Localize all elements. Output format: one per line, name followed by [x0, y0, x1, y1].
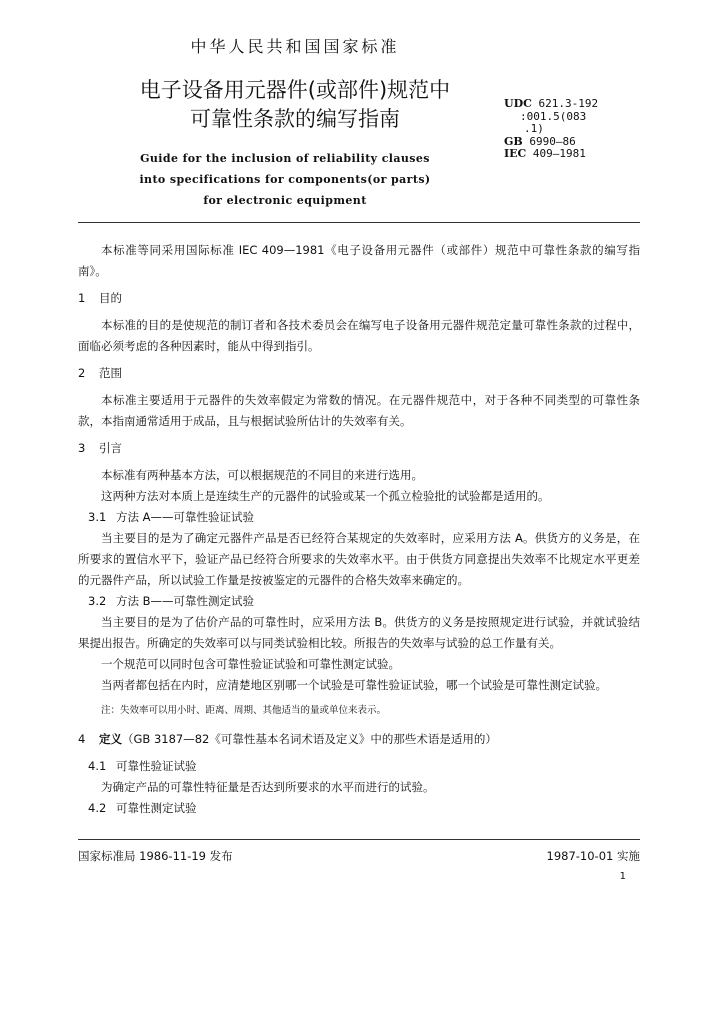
- subsection-3-1-text: 当主要目的是为了确定元器件产品是否已经符合某规定的失效率时，应采用方法 A。供货方的义务是，在所要求的置信水平下，验证产品已经符合所要求的失效率水平。由于供货方同意提出失效率不比规定水平更差的元器件产品，所以试验工作量是按被鉴定的元器件的合格失效率来确定的。: [78, 531, 640, 587]
- subsection-4-1-heading: 4.1 可靠性验证试验: [88, 759, 197, 773]
- section-3-paragraph-4: 当两者都包括在内时，应清楚地区别哪一个试验是可靠性验证试验，哪一个试验是可靠性测定试验。: [101, 678, 607, 692]
- subsection-3-2-text: 当主要目的是为了估价产品的可靠性时，应采用方法 B。供货方的义务是按照规定进行试验，并就试验结果提出报告。所确定的失效率可以与同类试验相比较。所报告的失效率与试验的总工作量有关。: [78, 615, 640, 650]
- chinese-title-line-1: 电子设备用元器件(或部件)规范中: [139, 78, 451, 102]
- document-body: [78, 240, 640, 819]
- udc-code-cont-2: .1): [524, 122, 544, 135]
- subsection-4-1-text: 为确定产品的可靠性特征量是否达到所要求的水平而进行的试验。: [101, 780, 435, 794]
- section-1-text: 本标准的目的是使规范的制订者和各技术委员会在编写电子设备用元器件规范定量可靠性条款的过程中，面临必须考虑的各种因素时，能从中得到指引。: [78, 318, 640, 353]
- page-number: 1: [619, 871, 626, 882]
- section-1-heading: 1 目的: [78, 291, 122, 305]
- subsection-4-2-heading: 4.2 可靠性测定试验: [88, 801, 197, 815]
- udc-code: UDC 621.3-192: [504, 97, 599, 110]
- header-divider: [78, 222, 640, 223]
- section-3-paragraph-3: 一个规范可以同时包含可靠性验证试验和可靠性测定试验。: [101, 657, 400, 671]
- subsection-3-1-heading: 3.1 方法 A——可靠性验证试验: [88, 510, 255, 524]
- chinese-title-line-2: 可靠性条款的编写指南: [190, 107, 400, 131]
- subsection-3-2-heading: 3.2 方法 B——可靠性测定试验: [88, 594, 255, 608]
- english-title-line-3: for electronic equipment: [203, 194, 367, 207]
- effective-date: 1987-10-01 实施: [546, 849, 640, 863]
- section-3-note: 注：失效率可以用小时、距离、周期、其他适当的量或单位来表示。: [101, 705, 387, 716]
- section-4-heading: 4 定义（GB 3187—82《可靠性基本名词术语及定义》中的那些术语是适用的）: [78, 732, 497, 746]
- section-2-heading: 2 范围: [78, 366, 122, 380]
- section-2-text: 本标准主要适用于元器件的失效率假定为常数的情况。在元器件规范中，对于各种不同类型的可靠性条款，本指南通常适用于成品，且与根据试验所估计的失效率有关。: [78, 393, 640, 428]
- classification-codes: [504, 98, 598, 161]
- chinese-title: [0, 76, 590, 134]
- gb-code: GB 6990—86: [504, 134, 576, 148]
- standard-type-header: 中华人民共和国国家标准: [190, 37, 400, 56]
- english-title-line-2: into specifications for components(or parts): [139, 173, 431, 186]
- intro-paragraph: 本标准等同采用国际标准 IEC 409—1981《电子设备用元器件（或部件）规范中可靠性条款的编写指南》。: [78, 243, 640, 278]
- udc-code-cont-1: :001.5(083: [520, 109, 587, 123]
- english-title-line-1: Guide for the inclusion of reliability clauses: [140, 152, 430, 165]
- section-3-paragraph-2: 这两种方法对本质上是连续生产的元器件的试验或某一个孤立检验批的试验都是适用的。: [101, 489, 550, 503]
- issue-date: 国家标准局 1986-11-19 发布: [78, 849, 233, 863]
- iec-code: IEC 409—1981: [504, 147, 586, 160]
- english-title: [0, 148, 570, 211]
- section-3-heading: 3 引言: [78, 441, 122, 455]
- section-3-paragraph-1: 本标准有两种基本方法，可以根据规范的不同目的来进行选用。: [101, 468, 423, 482]
- footer-divider: [78, 839, 640, 840]
